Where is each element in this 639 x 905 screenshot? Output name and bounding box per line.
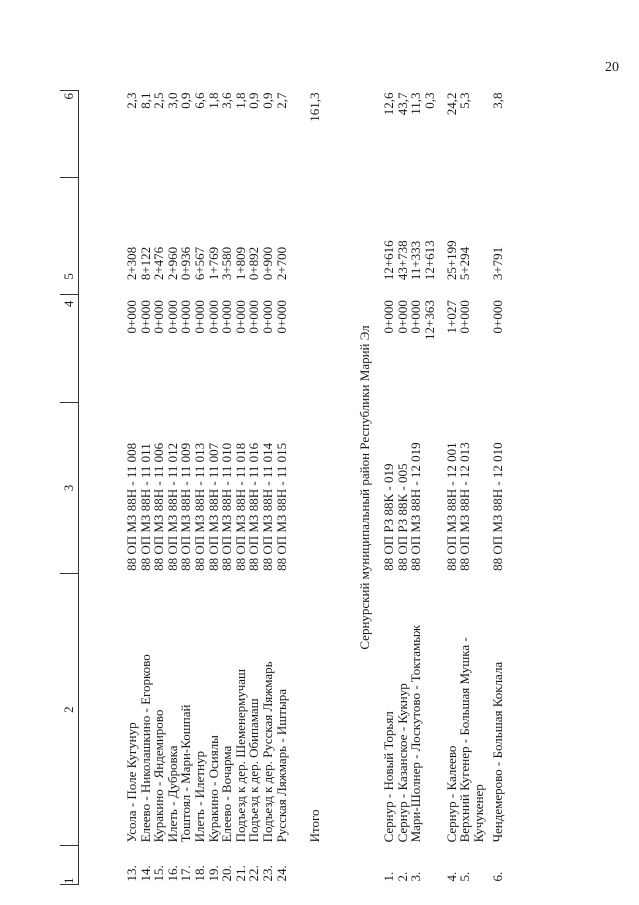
table-cell: Сернур - Новый Торьял bbox=[381, 711, 397, 843]
table-cell: 2. bbox=[394, 871, 410, 882]
table-row bbox=[179, 91, 193, 885]
table-row bbox=[139, 91, 153, 885]
table-cell: 6,6 bbox=[191, 92, 207, 109]
table-cell: Сернур - Казанское - Кукнур bbox=[394, 683, 410, 843]
table-cell: 3,6 bbox=[219, 92, 235, 109]
table-cell: Сернур - Калеево bbox=[443, 745, 459, 843]
table-cell: 88 ОП МЗ 88Н - 11 011 bbox=[137, 443, 153, 571]
table-cell: 1,8 bbox=[205, 92, 221, 109]
table-cell: 17. bbox=[178, 865, 194, 882]
table-row bbox=[166, 91, 180, 885]
table-cell: 0+000 bbox=[490, 300, 506, 334]
table-cell: 12+613 bbox=[421, 240, 437, 281]
table-cell: 5. bbox=[457, 871, 473, 882]
table-cell bbox=[308, 294, 328, 402]
table-cell: Подъезд к дер. Обипамаш bbox=[246, 698, 262, 843]
header-row bbox=[60, 91, 79, 885]
table-cell: Мари-Шолнер - Лоскутово - Токтамыж bbox=[408, 625, 424, 843]
table-cell: 3. bbox=[408, 871, 424, 882]
col-header-5: 5 bbox=[60, 178, 79, 294]
table-cell: 2+960 bbox=[164, 246, 180, 281]
table-cell: 0+000 bbox=[394, 300, 410, 334]
table-cell: Куракино - Осиялы bbox=[205, 735, 221, 843]
table-cell: 1+809 bbox=[232, 246, 248, 281]
table-cell: 0+000 bbox=[178, 300, 194, 334]
table-cell bbox=[308, 178, 328, 294]
table-cell bbox=[423, 402, 437, 574]
table-cell: 12,6 bbox=[381, 92, 397, 116]
table-cell: 11+333 bbox=[408, 240, 424, 281]
table-cell bbox=[288, 91, 308, 885]
table-cell: 12+616 bbox=[381, 240, 397, 281]
table-cell: 88 ОП МЗ 88Н - 11 009 bbox=[178, 442, 194, 571]
table-row bbox=[234, 91, 248, 885]
rotated-table-container bbox=[60, 90, 580, 885]
table-cell: 0+892 bbox=[246, 246, 262, 281]
table-cell: 22. bbox=[246, 865, 262, 882]
table-cell: 15. bbox=[151, 865, 167, 882]
table-cell: 0,9 bbox=[259, 92, 275, 109]
section-title: Сернурский муниципальный район Республики Марий Эл bbox=[357, 325, 373, 650]
table-cell: 12+363 bbox=[421, 300, 437, 341]
table-cell: 2,3 bbox=[124, 92, 139, 109]
table-cell bbox=[423, 845, 437, 884]
table-cell: 88 ОП МЗ 88Н - 12 013 bbox=[457, 442, 473, 571]
table-row bbox=[445, 91, 459, 885]
col-header-3: 3 bbox=[60, 402, 79, 574]
table-cell: 1+769 bbox=[205, 246, 221, 281]
table-cell: 0+000 bbox=[164, 300, 180, 334]
table-cell: 13. bbox=[124, 865, 139, 882]
table-cell: 88 ОП МЗ 88Н - 11 016 bbox=[246, 442, 262, 571]
table-cell bbox=[79, 91, 126, 885]
section-title-row bbox=[348, 91, 382, 885]
table-cell: 0+000 bbox=[408, 300, 424, 334]
table-row bbox=[152, 91, 166, 885]
total-label: Итого bbox=[307, 809, 323, 843]
table-cell: 0+000 bbox=[137, 300, 153, 334]
table-cell: 5,3 bbox=[457, 92, 473, 109]
table-cell: 88 ОП РЗ 88К - 019 bbox=[381, 463, 397, 571]
table-cell: 25+199 bbox=[443, 240, 459, 281]
table-cell: 88 ОП МЗ 88Н - 11 010 bbox=[219, 442, 235, 571]
col-header-1: 1 bbox=[60, 845, 79, 884]
table-cell: 6+567 bbox=[191, 246, 207, 281]
table-cell: 3+580 bbox=[219, 246, 235, 281]
table-cell: 0+000 bbox=[381, 300, 397, 334]
table-cell: 0,3 bbox=[421, 92, 437, 109]
table-cell: 88 ОП МЗ 88Н - 11 007 bbox=[205, 442, 221, 571]
table-cell: 5+294 bbox=[457, 246, 473, 281]
table-row bbox=[396, 91, 410, 885]
table-cell bbox=[328, 91, 348, 885]
table-cell: 19. bbox=[205, 865, 221, 882]
table-cell: 2+700 bbox=[273, 246, 289, 281]
table-cell: 0+000 bbox=[205, 300, 221, 334]
table-row bbox=[125, 91, 139, 885]
table-cell: Тоштоял - Мари-Кошпай bbox=[178, 704, 194, 843]
table-cell: 88 ОП МЗ 88Н - 12 019 bbox=[408, 442, 424, 571]
table-cell: 6. bbox=[490, 871, 506, 882]
table-cell: Илеть - Дубровка bbox=[164, 745, 180, 843]
table-cell: Подъезд к дер. Шеменермучаш bbox=[232, 668, 248, 843]
table-cell: Елеево - Николашкино - Егорково bbox=[137, 654, 153, 843]
table-cell: 2+308 bbox=[124, 246, 139, 281]
total-row bbox=[308, 91, 328, 885]
table-cell: 3,8 bbox=[490, 92, 506, 109]
table-cell: 24. bbox=[273, 865, 289, 882]
table-cell: 0+000 bbox=[246, 300, 262, 334]
table-cell: 88 ОП МЗ 88Н - 11 006 bbox=[151, 442, 167, 571]
table-row bbox=[261, 91, 275, 885]
col-header-2: 2 bbox=[60, 574, 79, 846]
table-cell: 88 ОП МЗ 88Н - 11 014 bbox=[259, 442, 275, 571]
table-cell: 18. bbox=[191, 865, 207, 882]
table-cell: 0+000 bbox=[151, 300, 167, 334]
table-cell: 88 ОП МЗ 88Н - 12 010 bbox=[490, 442, 506, 571]
table-cell: 0+000 bbox=[191, 300, 207, 334]
table-cell: Усола - Поле Кугунур bbox=[124, 722, 139, 843]
table-cell: 14. bbox=[137, 865, 153, 882]
table-row bbox=[423, 91, 437, 885]
table-cell: Чендемерово - Большая Коклала bbox=[490, 661, 506, 843]
table-cell: Подъезд к дер. Русская Ляжмарь bbox=[259, 661, 275, 843]
table-cell: 16. bbox=[164, 865, 180, 882]
table-cell: 8,1 bbox=[137, 92, 153, 109]
spacer-row bbox=[79, 91, 126, 885]
table-cell: 0+000 bbox=[219, 300, 235, 334]
table-cell: 1. bbox=[381, 871, 397, 882]
table-cell: 3,0 bbox=[164, 92, 180, 109]
table-cell: 0+900 bbox=[259, 246, 275, 281]
table-cell: 43+738 bbox=[394, 240, 410, 281]
table-cell: 2,7 bbox=[273, 92, 289, 109]
spacer-row bbox=[288, 91, 308, 885]
table-cell: 4. bbox=[443, 871, 459, 882]
table-cell: 88 ОП РЗ 88К - 005 bbox=[394, 463, 410, 571]
table-cell: 0+936 bbox=[178, 246, 194, 281]
table-cell: 3+791 bbox=[490, 246, 506, 281]
table-cell bbox=[423, 574, 437, 846]
table-cell: 24,2 bbox=[443, 92, 459, 116]
table-cell: 2,5 bbox=[151, 92, 167, 109]
table-cell: 43,7 bbox=[394, 92, 410, 116]
spacer-row bbox=[328, 91, 348, 885]
table-cell: 11,3 bbox=[408, 92, 424, 115]
page-number: 20 bbox=[605, 60, 619, 75]
col-header-4: 4 bbox=[60, 294, 79, 402]
table-cell: Куракино - Яндемирово bbox=[151, 709, 167, 843]
table-cell: 88 ОП МЗ 88Н - 11 012 bbox=[164, 442, 180, 571]
table-cell: 1+027 bbox=[443, 300, 459, 334]
table-cell: 0+000 bbox=[232, 300, 248, 334]
table-cell: 0+000 bbox=[457, 300, 473, 334]
total-value: 161,3 bbox=[307, 92, 323, 122]
table-row bbox=[207, 91, 221, 885]
table-cell bbox=[308, 845, 328, 884]
table-cell: Елеево - Вочарма bbox=[219, 745, 235, 843]
table-cell: 0,9 bbox=[178, 92, 194, 109]
table-cell bbox=[308, 402, 328, 574]
table-cell: 0+000 bbox=[124, 300, 139, 334]
table-cell: 88 ОП МЗ 88Н - 12 001 bbox=[443, 442, 459, 571]
table-cell: 21. bbox=[232, 865, 248, 882]
table-cell: 20. bbox=[219, 865, 235, 882]
table-row bbox=[220, 91, 234, 885]
table-row bbox=[491, 91, 505, 885]
table-row bbox=[275, 91, 289, 885]
table-row bbox=[409, 91, 423, 885]
table-cell: 0,9 bbox=[246, 92, 262, 109]
table-cell: Илеть - Илетнур bbox=[191, 751, 207, 843]
table-row bbox=[458, 91, 485, 885]
table-row bbox=[193, 91, 207, 885]
table-cell: 0+000 bbox=[259, 300, 275, 334]
table-cell: Русская Ляжмарь - Иштыра bbox=[273, 689, 289, 843]
table-cell: Верхний Кугенер - Большая Мушка - Кучукенер bbox=[457, 637, 486, 843]
table-row bbox=[382, 91, 396, 885]
table-row bbox=[247, 91, 261, 885]
table-cell: 88 ОП МЗ 88Н - 11 015 bbox=[273, 442, 289, 571]
table-cell: 2+476 bbox=[151, 246, 167, 281]
table-cell: 23. bbox=[259, 865, 275, 882]
table-cell: 88 ОП МЗ 88Н - 11 018 bbox=[232, 442, 248, 571]
roads-table bbox=[60, 90, 505, 885]
table-cell: 1,8 bbox=[232, 92, 248, 109]
table-cell: 8+122 bbox=[137, 246, 153, 281]
table-cell: 88 ОП МЗ 88Н - 11 008 bbox=[124, 442, 139, 571]
col-header-6: 6 bbox=[60, 91, 79, 178]
table-cell: 88 ОП МЗ 88Н - 11 013 bbox=[191, 442, 207, 571]
table-cell: 0+000 bbox=[273, 300, 289, 334]
